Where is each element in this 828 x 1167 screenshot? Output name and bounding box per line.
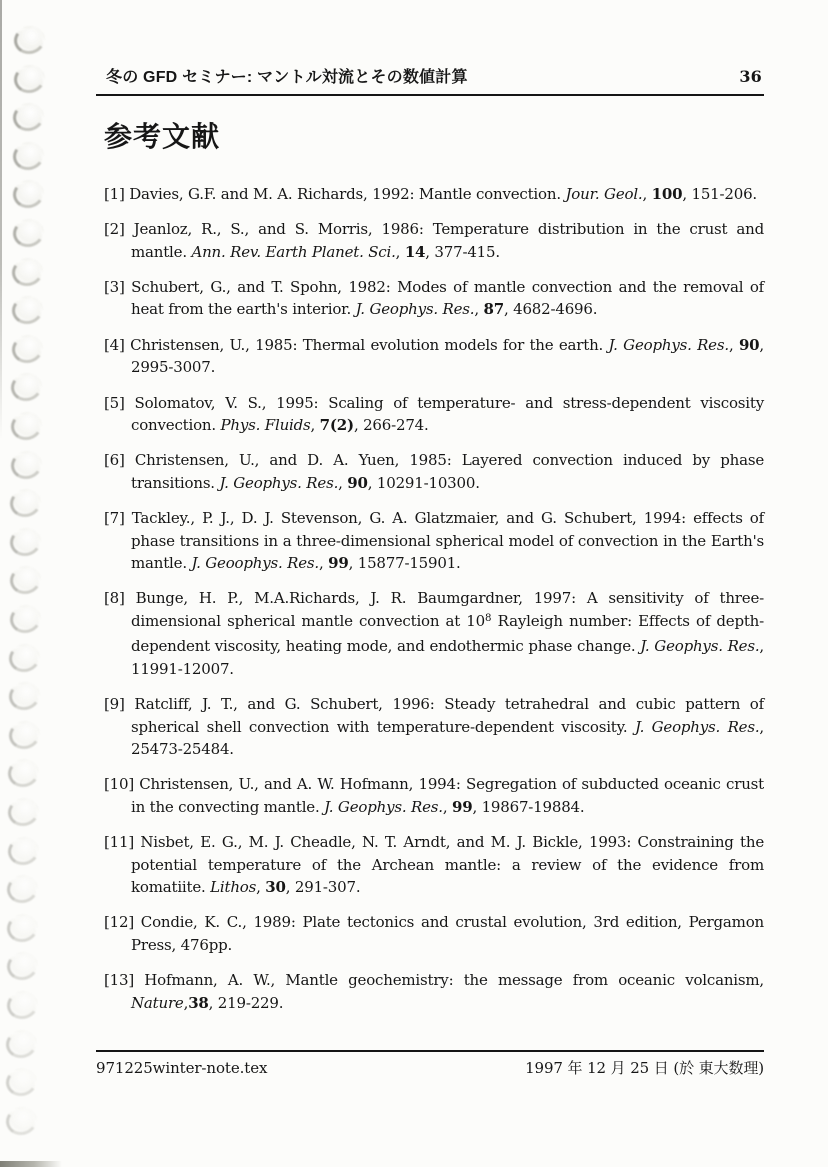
reference-text-segment: 90: [738, 335, 760, 354]
reference-text-segment: ,: [183, 993, 189, 1012]
reference-label: [10]: [104, 775, 140, 794]
reference-text-segment: , 11991-12007.: [131, 637, 764, 678]
binding-hole: [11, 100, 47, 134]
reference-text-segment: Christensen, U., 1985: Thermal evolution models for the earth.: [130, 335, 609, 354]
reference-text-segment: J. Geophys. Res.: [324, 797, 443, 816]
reference-text-segment: Schubert, G., and T. Spohn, 1982: Modes of mantle convection and the removal of heat from the earth's interior.: [131, 278, 764, 319]
reference-text-segment: J. Geophys. Res.: [355, 300, 475, 319]
reference-item: [104, 773, 764, 818]
reference-text-segment: ,: [474, 300, 484, 319]
reference-text-segment: 99: [451, 797, 473, 816]
page-number: 36: [739, 67, 762, 86]
binding-holes: [0, 0, 60, 1167]
reference-text-segment: Tackley., P. J., D. J. Stevenson, G. A. Glatzmaier, and G. Schubert, 1994: effects of phase transitions in a three-dimensional spherical model of convection in the Earth's mantle.: [131, 509, 764, 573]
binding-hole: [10, 255, 46, 289]
reference-text-segment: ,: [318, 554, 329, 573]
reference-label: [3]: [104, 278, 132, 297]
binding-hole: [4, 1027, 40, 1061]
binding-hole: [8, 486, 44, 520]
reference-text-segment: , 25473-25484.: [131, 717, 764, 758]
binding-hole: [9, 370, 45, 404]
reference-text-segment: ,: [338, 473, 348, 492]
page-content: [96, 0, 764, 1167]
reference-text-segment: , 219-229.: [208, 993, 284, 1012]
reference-text-segment: 87: [483, 300, 504, 319]
reference-text-segment: 90: [347, 473, 368, 492]
reference-text-segment: 14: [404, 242, 426, 261]
reference-text-segment: , 19867-19884.: [472, 797, 585, 816]
reference-text-segment: ,: [642, 184, 652, 203]
binding-hole: [3, 1065, 39, 1099]
reference-text-segment: J. Geophys. Res.: [608, 335, 729, 354]
binding-hole: [10, 216, 46, 250]
reference-label: [11]: [104, 833, 141, 852]
footer-row: [96, 1057, 764, 1078]
reference-text-segment: , 15877-15901.: [348, 554, 461, 573]
reference-item: [104, 276, 764, 321]
reference-text-segment: , 377-415.: [425, 242, 500, 261]
reference-item: [104, 507, 764, 574]
reference-text-segment: 30: [265, 877, 286, 896]
reference-text-segment: J. Geophys. Res.: [219, 473, 339, 492]
reference-text-segment: Ratcliff, J. T., and G. Schubert, 1996: Steady tetrahedral and cubic pattern of spherical shell convection with temperature-dependent viscosity.: [131, 695, 764, 736]
binding-hole: [5, 834, 41, 868]
reference-text-segment: Davies, G.F. and M. A. Richards, 1992: Mantle convection.: [129, 184, 566, 203]
reference-label: [4]: [104, 335, 131, 354]
reference-text-segment: Nature: [131, 993, 184, 1012]
binding-hole: [6, 679, 42, 713]
binding-hole: [4, 949, 40, 983]
reference-text-segment: Hofmann, A. W., Mantle geochemistry: the message from oceanic volcanism,: [144, 971, 764, 990]
reference-text-segment: , 151-206.: [682, 184, 757, 203]
binding-hole: [7, 602, 43, 636]
binding-hole: [5, 872, 41, 906]
binding-hole: [9, 332, 45, 366]
header-rule: [96, 94, 764, 96]
binding-hole: [9, 293, 45, 327]
page-footer: [96, 1050, 764, 1078]
footer-date: 1997 年 12 月 25 日 (於 東大数理): [525, 1059, 764, 1077]
reference-text-segment: ,: [395, 242, 405, 261]
reference-text-segment: , 4682-4696.: [503, 300, 598, 319]
reference-text-segment: , 266-274.: [353, 416, 429, 435]
reference-text-segment: 99: [328, 554, 349, 573]
reference-list: [104, 183, 764, 1014]
scan-smudge-artifact: [0, 1161, 62, 1167]
binding-hole: [11, 62, 47, 96]
reference-text-segment: Lithos: [210, 877, 257, 896]
reference-text-segment: Christensen, U., and A. W. Hofmann, 1994: Segregation of subducted oceanic crust in the convecting mantle.: [131, 775, 764, 816]
reference-item: [104, 693, 764, 760]
reference-label: [8]: [104, 589, 136, 608]
reference-text-segment: , 291-307.: [285, 877, 361, 896]
reference-item: [104, 911, 764, 956]
binding-hole: [6, 718, 42, 752]
reference-label: [2]: [104, 220, 134, 239]
reference-text-segment: , 10291-10300.: [367, 473, 480, 492]
reference-label: [5]: [104, 393, 135, 412]
reference-text-segment: 100: [651, 184, 683, 203]
reference-text-segment: , 2995-3007.: [131, 335, 764, 377]
reference-item: [104, 392, 764, 437]
binding-hole: [11, 23, 47, 57]
reference-text-segment: Condie, K. C., 1989: Plate tectonics and crustal evolution, 3rd edition, Pergamon Press, 476pp.: [131, 913, 764, 954]
reference-text-segment: J. Geophys. Res.: [634, 717, 760, 736]
reference-text-segment: Ann. Rev. Earth Planet. Sci.: [191, 242, 396, 261]
reference-item: [104, 183, 764, 205]
footer-rule: [96, 1050, 764, 1052]
reference-label: [1]: [104, 184, 130, 203]
reference-item: [104, 218, 764, 263]
reference-text-segment: Solomatov, V. S., 1995: Scaling of temperature- and stress-dependent viscosity convection.: [131, 393, 764, 435]
binding-hole: [4, 988, 40, 1022]
reference-text-segment: Phys. Fluids: [220, 416, 311, 435]
running-head-title: 冬の GFD セミナー: マントル対流とその数値計算: [106, 69, 468, 86]
reference-label: [7]: [104, 509, 132, 528]
reference-text-segment: J. Geoophys. Res.: [191, 554, 319, 573]
reference-label: [13]: [104, 971, 145, 990]
reference-label: [12]: [104, 913, 141, 932]
reference-text-segment: 7(2): [319, 416, 354, 435]
binding-hole: [7, 563, 43, 597]
binding-hole: [5, 911, 41, 945]
footer-filename: 971225winter-note.tex: [96, 1059, 268, 1077]
binding-hole: [3, 1104, 39, 1138]
binding-hole: [8, 525, 44, 559]
reference-text-segment: ,: [728, 335, 739, 354]
binding-hole: [5, 795, 41, 829]
reference-text-segment: Jour. Geol.: [565, 184, 643, 203]
reference-item: [104, 587, 764, 680]
section-title: 参考文献: [104, 121, 221, 152]
binding-hole: [7, 641, 43, 675]
reference-text-segment: 38: [188, 993, 209, 1012]
binding-hole: [8, 409, 44, 443]
reference-item: [104, 969, 764, 1014]
reference-label: [6]: [104, 451, 135, 470]
reference-text-segment: Bunge, H. P., M.A.Richards, J. R. Baumgardner, 1997: A sensitivity of three-dimensional spherical mantle convection at 10: [131, 589, 764, 630]
binding-hole: [11, 139, 47, 173]
scan-edge-artifact: [0, 0, 2, 440]
reference-text-segment: Nisbet, E. G., M. J. Cheadle, N. T. Arndt, and M. J. Bickle, 1993: Constraining the potential temperature of the Archean mantle: a review of the evidence from komatiite.: [131, 833, 764, 896]
reference-item: [104, 449, 764, 494]
reference-text-segment: Christensen, U., and D. A. Yuen, 1985: Layered convection induced by phase transitions.: [131, 451, 765, 492]
reference-text-segment: Jeanloz, R., S., and S. Morris, 1986: Temperature distribution in the crust and mantle.: [131, 220, 765, 261]
binding-hole: [8, 448, 44, 482]
reference-text-segment: 8: [485, 613, 492, 625]
running-head: [96, 64, 764, 87]
reference-text-segment: Rayleigh number: Effects of depth-dependent viscosity, heating mode, and endothermic phase change.: [131, 611, 765, 656]
reference-label: [9]: [104, 695, 135, 714]
reference-text-segment: ,: [310, 416, 320, 435]
binding-hole: [6, 756, 42, 790]
reference-text-segment: J. Geophys. Res.: [640, 637, 760, 656]
binding-hole: [10, 177, 46, 211]
reference-item: [104, 334, 764, 379]
reference-item: [104, 831, 764, 898]
reference-text-segment: ,: [442, 797, 452, 816]
reference-text-segment: ,: [256, 877, 266, 896]
